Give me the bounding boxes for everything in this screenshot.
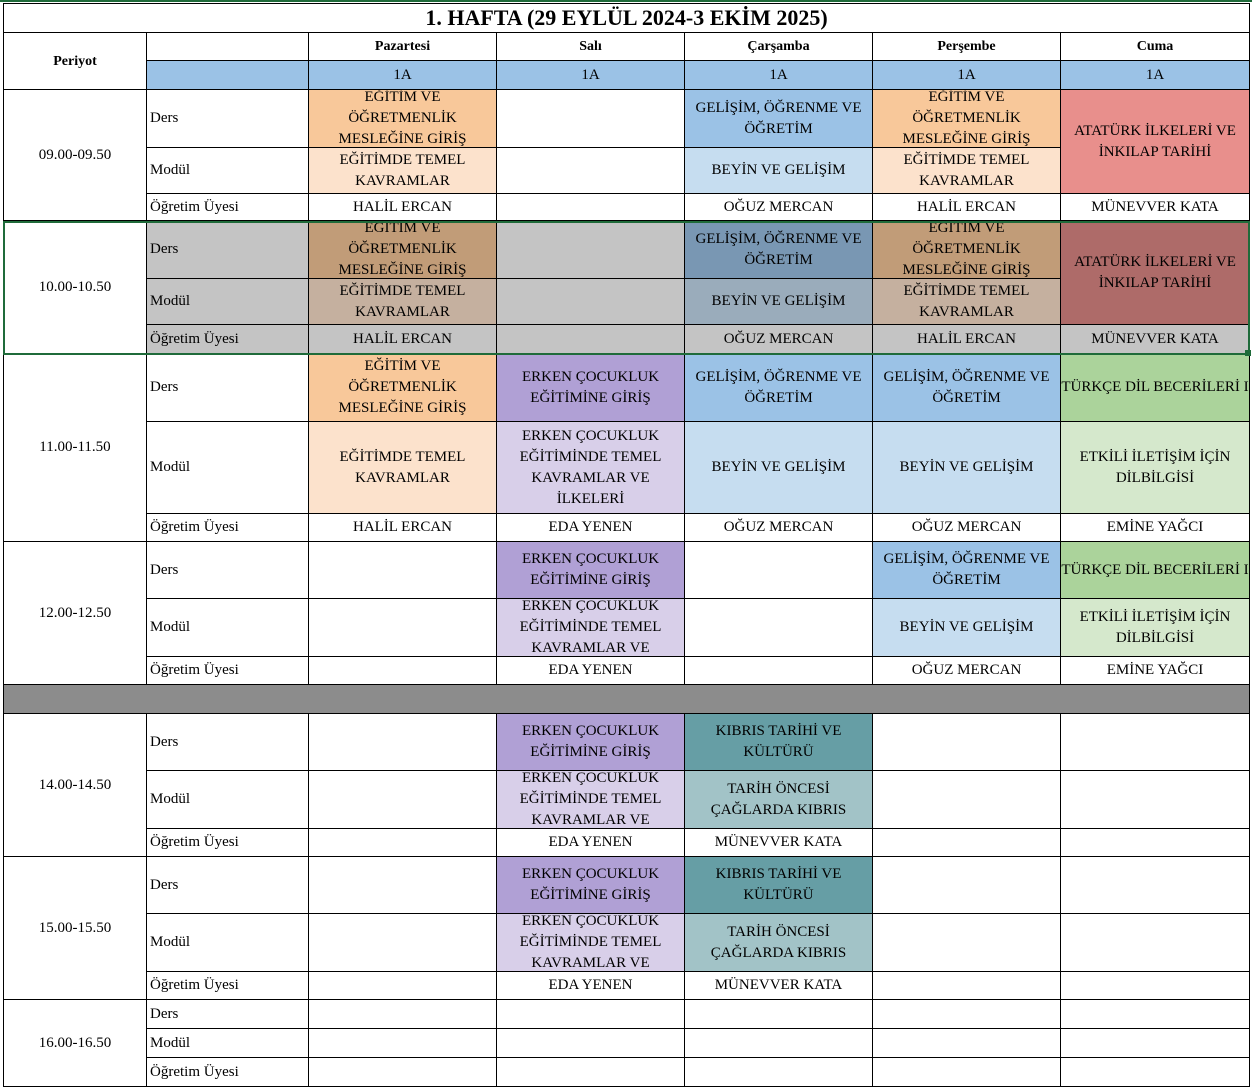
course-cell[interactable]: EĞİTİM VE ÖĞRETMENLİK MESLEĞİNE GİRİŞ bbox=[309, 221, 497, 279]
module-cell[interactable] bbox=[1061, 771, 1250, 829]
course-cell[interactable]: ERKEN ÇOCUKLUK EĞİTİMİNE GİRİŞ bbox=[497, 857, 685, 914]
row-label-modul[interactable]: Modül bbox=[147, 771, 309, 829]
module-cell[interactable]: ERKEN ÇOCUKLUK EĞİTİMİNDE TEMEL KAVRAMLAR VE bbox=[497, 599, 685, 657]
day-header[interactable]: Perşembe bbox=[873, 33, 1061, 61]
module-cell[interactable]: ERKEN ÇOCUKLUK EĞİTİMİNDE TEMEL KAVRAMLAR VE bbox=[497, 771, 685, 829]
instructor-cell[interactable] bbox=[1061, 829, 1250, 857]
module-cell[interactable]: EĞİTİMDE TEMEL KAVRAMLAR bbox=[309, 422, 497, 514]
period-time[interactable]: 12.00-12.50 bbox=[3, 542, 147, 685]
instructor-cell[interactable] bbox=[497, 325, 685, 354]
course-cell[interactable] bbox=[1061, 1000, 1250, 1029]
instructor-cell[interactable]: MÜNEVVER KATA bbox=[685, 829, 873, 857]
class-header[interactable]: 1A bbox=[309, 61, 497, 90]
course-cell[interactable]: KIBRIS TARİHİ VE KÜLTÜRÜ bbox=[685, 857, 873, 914]
instructor-cell[interactable]: EDA YENEN bbox=[497, 514, 685, 542]
period-header[interactable]: Periyot bbox=[3, 33, 147, 90]
module-cell[interactable] bbox=[309, 1029, 497, 1058]
day-header[interactable]: Çarşamba bbox=[685, 33, 873, 61]
module-cell[interactable]: TARİH ÖNCESİ ÇAĞLARDA KIBRIS bbox=[685, 771, 873, 829]
module-cell[interactable] bbox=[873, 1029, 1061, 1058]
module-cell[interactable]: EĞİTİMDE TEMEL KAVRAMLAR bbox=[873, 279, 1061, 325]
row-label-modul[interactable]: Modül bbox=[147, 279, 309, 325]
module-cell[interactable] bbox=[497, 148, 685, 194]
module-cell[interactable] bbox=[309, 914, 497, 972]
instructor-cell[interactable] bbox=[309, 1058, 497, 1087]
module-cell[interactable]: BEYİN VE GELİŞİM bbox=[873, 422, 1061, 514]
course-cell[interactable]: ERKEN ÇOCUKLUK EĞİTİMİNE GİRİŞ bbox=[497, 542, 685, 599]
module-cell[interactable]: BEYİN VE GELİŞİM bbox=[685, 279, 873, 325]
module-cell[interactable]: BEYİN VE GELİŞİM bbox=[685, 422, 873, 514]
course-cell[interactable] bbox=[309, 857, 497, 914]
instructor-cell[interactable]: EDA YENEN bbox=[497, 972, 685, 1000]
period-time[interactable]: 16.00-16.50 bbox=[3, 1000, 147, 1087]
period-time[interactable]: 10.00-10.50 bbox=[3, 221, 147, 354]
row-label-ders[interactable]: Ders bbox=[147, 714, 309, 771]
instructor-cell[interactable]: MÜNEVVER KATA bbox=[1061, 325, 1250, 354]
day-header[interactable]: Cuma bbox=[1061, 33, 1250, 61]
course-cell[interactable] bbox=[497, 90, 685, 148]
module-cell[interactable] bbox=[309, 771, 497, 829]
row-label-ders[interactable]: Ders bbox=[147, 90, 309, 148]
course-cell[interactable]: ATATÜRK İLKELERİ VE İNKILAP TARİHİ bbox=[1061, 90, 1250, 194]
instructor-cell[interactable]: OĞUZ MERCAN bbox=[685, 194, 873, 221]
course-cell[interactable]: GELİŞİM, ÖĞRENME VE ÖĞRETİM bbox=[873, 354, 1061, 422]
module-cell[interactable] bbox=[873, 914, 1061, 972]
fill-handle[interactable] bbox=[1245, 350, 1251, 356]
instructor-cell[interactable]: OĞUZ MERCAN bbox=[685, 514, 873, 542]
module-cell[interactable]: TARİH ÖNCESİ ÇAĞLARDA KIBRIS bbox=[685, 914, 873, 972]
row-label-modul[interactable]: Modül bbox=[147, 914, 309, 972]
course-cell[interactable]: GELİŞİM, ÖĞRENME VE ÖĞRETİM bbox=[685, 90, 873, 148]
day-header[interactable]: Salı bbox=[497, 33, 685, 61]
instructor-cell[interactable]: HALİL ERCAN bbox=[309, 514, 497, 542]
row-label-ogretim[interactable]: Öğretim Üyesi bbox=[147, 972, 309, 1000]
course-cell[interactable] bbox=[497, 221, 685, 279]
course-cell[interactable] bbox=[873, 1000, 1061, 1029]
course-cell[interactable] bbox=[873, 857, 1061, 914]
instructor-cell[interactable] bbox=[309, 657, 497, 685]
course-cell[interactable]: TÜRKÇE DİL BECERİLERİ I bbox=[1061, 354, 1250, 422]
course-cell[interactable]: GELİŞİM, ÖĞRENME VE ÖĞRETİM bbox=[685, 221, 873, 279]
row-label-ogretim[interactable]: Öğretim Üyesi bbox=[147, 514, 309, 542]
course-cell[interactable] bbox=[309, 542, 497, 599]
instructor-cell[interactable] bbox=[685, 1058, 873, 1087]
period-time[interactable]: 15.00-15.50 bbox=[3, 857, 147, 1000]
instructor-cell[interactable] bbox=[309, 972, 497, 1000]
module-cell[interactable] bbox=[1061, 1029, 1250, 1058]
course-cell[interactable]: EĞİTİM VE ÖĞRETMENLİK MESLEĞİNE GİRİŞ bbox=[309, 354, 497, 422]
instructor-cell[interactable]: OĞUZ MERCAN bbox=[873, 657, 1061, 685]
row-label-modul[interactable]: Modül bbox=[147, 422, 309, 514]
course-cell[interactable] bbox=[1061, 714, 1250, 771]
module-cell[interactable]: BEYİN VE GELİŞİM bbox=[873, 599, 1061, 657]
day-header[interactable]: Pazartesi bbox=[309, 33, 497, 61]
row-label-ders[interactable]: Ders bbox=[147, 221, 309, 279]
selection-top-line bbox=[0, 0, 1252, 2]
row-label-ogretim[interactable]: Öğretim Üyesi bbox=[147, 829, 309, 857]
instructor-cell[interactable]: HALİL ERCAN bbox=[309, 194, 497, 221]
module-cell[interactable]: EĞİTİMDE TEMEL KAVRAMLAR bbox=[873, 148, 1061, 194]
instructor-cell[interactable]: HALİL ERCAN bbox=[873, 194, 1061, 221]
instructor-cell[interactable]: EMİNE YAĞCI bbox=[1061, 657, 1250, 685]
instructor-cell[interactable]: OĞUZ MERCAN bbox=[873, 514, 1061, 542]
course-cell[interactable]: GELİŞİM, ÖĞRENME VE ÖĞRETİM bbox=[685, 354, 873, 422]
break-row[interactable] bbox=[3, 685, 1250, 714]
row-label-ders[interactable]: Ders bbox=[147, 542, 309, 599]
module-cell[interactable] bbox=[873, 771, 1061, 829]
row-label-modul[interactable]: Modül bbox=[147, 599, 309, 657]
instructor-cell[interactable] bbox=[1061, 1058, 1250, 1087]
instructor-cell[interactable] bbox=[685, 657, 873, 685]
course-cell[interactable] bbox=[309, 714, 497, 771]
module-cell[interactable]: ETKİLİ İLETİŞİM İÇİN DİLBİLGİSİ bbox=[1061, 599, 1250, 657]
module-cell[interactable]: ERKEN ÇOCUKLUK EĞİTİMİNDE TEMEL KAVRAMLAR VE bbox=[497, 914, 685, 972]
row-label-ogretim[interactable]: Öğretim Üyesi bbox=[147, 325, 309, 354]
row-label-ogretim[interactable]: Öğretim Üyesi bbox=[147, 194, 309, 221]
module-cell[interactable]: EĞİTİMDE TEMEL KAVRAMLAR bbox=[309, 279, 497, 325]
course-cell[interactable]: GELİŞİM, ÖĞRENME VE ÖĞRETİM bbox=[873, 542, 1061, 599]
module-cell[interactable] bbox=[309, 599, 497, 657]
instructor-cell[interactable] bbox=[309, 829, 497, 857]
instructor-cell[interactable] bbox=[873, 829, 1061, 857]
course-cell[interactable]: ERKEN ÇOCUKLUK EĞİTİMİNE GİRİŞ bbox=[497, 714, 685, 771]
course-cell[interactable] bbox=[309, 1000, 497, 1029]
course-cell[interactable] bbox=[685, 1000, 873, 1029]
instructor-cell[interactable]: HALİL ERCAN bbox=[309, 325, 497, 354]
instructor-cell[interactable] bbox=[497, 194, 685, 221]
course-cell[interactable] bbox=[873, 714, 1061, 771]
module-cell[interactable]: ETKİLİ İLETİŞİM İÇİN DİLBİLGİSİ bbox=[1061, 422, 1250, 514]
row-label-ogretim[interactable]: Öğretim Üyesi bbox=[147, 1058, 309, 1087]
instructor-cell[interactable]: OĞUZ MERCAN bbox=[685, 325, 873, 354]
course-cell[interactable]: KIBRIS TARİHİ VE KÜLTÜRÜ bbox=[685, 714, 873, 771]
class-header[interactable]: 1A bbox=[1061, 61, 1250, 90]
instructor-cell[interactable]: MÜNEVVER KATA bbox=[1061, 194, 1250, 221]
instructor-cell[interactable]: EMİNE YAĞCI bbox=[1061, 514, 1250, 542]
class-header[interactable]: 1A bbox=[685, 61, 873, 90]
course-cell[interactable] bbox=[497, 1000, 685, 1029]
row-label-ders[interactable]: Ders bbox=[147, 857, 309, 914]
row-label-ogretim[interactable]: Öğretim Üyesi bbox=[147, 657, 309, 685]
row-label-modul[interactable]: Modül bbox=[147, 148, 309, 194]
period-time[interactable]: 14.00-14.50 bbox=[3, 714, 147, 857]
instructor-cell[interactable] bbox=[1061, 972, 1250, 1000]
period-time[interactable]: 09.00-09.50 bbox=[3, 90, 147, 221]
row-label-modul[interactable]: Modül bbox=[147, 1029, 309, 1058]
period-time[interactable]: 11.00-11.50 bbox=[3, 354, 147, 542]
module-cell[interactable] bbox=[497, 279, 685, 325]
course-cell[interactable]: ERKEN ÇOCUKLUK EĞİTİMİNE GİRİŞ bbox=[497, 354, 685, 422]
module-cell[interactable] bbox=[1061, 914, 1250, 972]
page-title[interactable]: 1. HAFTA (29 EYLÜL 2024-3 EKİM 2025) bbox=[3, 3, 1250, 33]
instructor-cell[interactable] bbox=[873, 1058, 1061, 1087]
module-cell[interactable]: EĞİTİMDE TEMEL KAVRAMLAR bbox=[309, 148, 497, 194]
instructor-cell[interactable] bbox=[873, 972, 1061, 1000]
header-blank-cell[interactable] bbox=[147, 33, 309, 61]
module-cell[interactable] bbox=[685, 1029, 873, 1058]
course-cell[interactable]: EĞİTİM VE ÖĞRETMENLİK MESLEĞİNE GİRİŞ bbox=[873, 90, 1061, 148]
instructor-cell[interactable]: EDA YENEN bbox=[497, 657, 685, 685]
module-cell[interactable]: BEYİN VE GELİŞİM bbox=[685, 148, 873, 194]
course-cell[interactable]: EĞİTİM VE ÖĞRETMENLİK MESLEĞİNE GİRİŞ bbox=[309, 90, 497, 148]
row-label-ders[interactable]: Ders bbox=[147, 1000, 309, 1029]
instructor-cell[interactable]: EDA YENEN bbox=[497, 829, 685, 857]
instructor-cell[interactable]: MÜNEVVER KATA bbox=[685, 972, 873, 1000]
instructor-cell[interactable]: HALİL ERCAN bbox=[873, 325, 1061, 354]
class-header[interactable]: 1A bbox=[497, 61, 685, 90]
course-cell[interactable]: ATATÜRK İLKELERİ VE İNKILAP TARİHİ bbox=[1061, 221, 1250, 325]
class-header[interactable]: 1A bbox=[873, 61, 1061, 90]
course-cell[interactable]: EĞİTİM VE ÖĞRETMENLİK MESLEĞİNE GİRİŞ bbox=[873, 221, 1061, 279]
module-cell[interactable] bbox=[685, 599, 873, 657]
module-cell[interactable]: ERKEN ÇOCUKLUK EĞİTİMİNDE TEMEL KAVRAMLAR VE İLKELERİ bbox=[497, 422, 685, 514]
course-cell[interactable] bbox=[685, 542, 873, 599]
course-cell[interactable] bbox=[1061, 857, 1250, 914]
instructor-cell[interactable] bbox=[497, 1058, 685, 1087]
module-cell[interactable] bbox=[497, 1029, 685, 1058]
header-blank-cell-2[interactable] bbox=[147, 61, 309, 90]
row-label-ders[interactable]: Ders bbox=[147, 354, 309, 422]
course-cell[interactable]: TÜRKÇE DİL BECERİLERİ I bbox=[1061, 542, 1250, 599]
